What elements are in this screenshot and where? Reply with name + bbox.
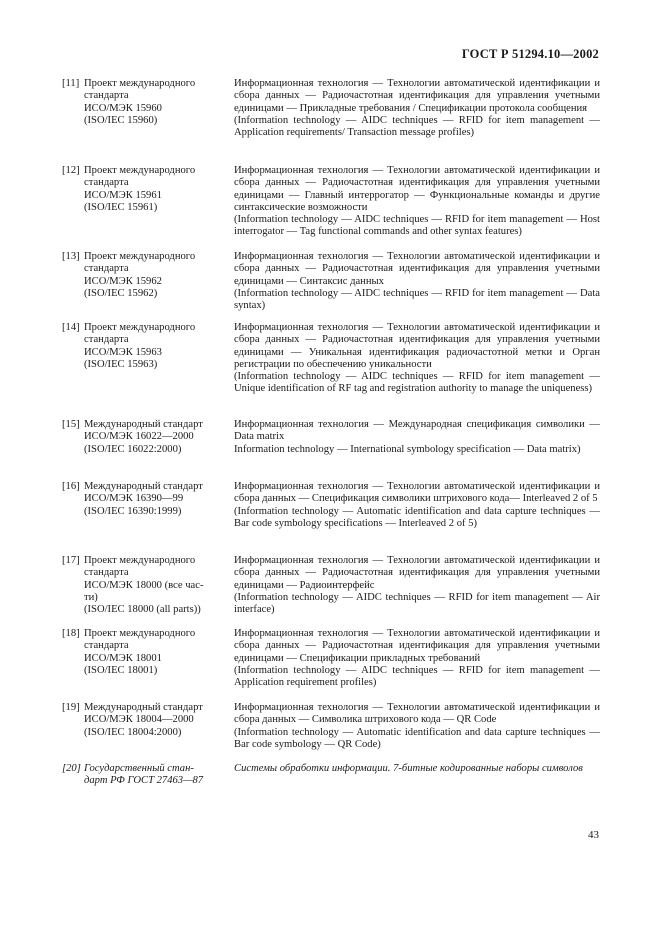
reference-title-en: (Information technology — Automatic identification and data capture techniques — Bar code symbology specifications — Interleaved 2 of 5) (234, 505, 600, 529)
reference-title-en: (Information technology — AIDC techniques — RFID for item management — Unique identification of RF tag and registration authority to manage the uniqueness) (234, 371, 600, 395)
reference-source (62, 628, 222, 689)
reference-title-ru: Информационная технология — Технологии автоматической идентификации и сбора данных — Радиочастотная идентификация для управления учетными единицами — Радиоинтерфейс (234, 555, 600, 591)
reference-number: [16] (62, 481, 80, 492)
reference-source-line: (ISO/IEC 18004:2000) (84, 726, 182, 738)
reference-source-line: Проект международного (84, 165, 196, 176)
reference-number: [17] (62, 555, 80, 566)
reference-title-en: Information technology — International symbology specification — Data matrix) (234, 443, 581, 455)
reference-item (62, 481, 600, 530)
reference-source-line: стандарта (84, 567, 129, 579)
reference-item (62, 165, 600, 239)
reference-source-line: (ISO/IEC 16390:1999) (84, 505, 182, 517)
reference-title-ru: Информационная технология — Технологии автоматической идентификации и сбора данных — Радиочастотная идентификация для управления учетными единицами — Спецификации прикладных требований (234, 628, 600, 664)
reference-source-line: Проект международного (84, 628, 196, 639)
reference-number: [20] (62, 763, 81, 774)
reference-source-line: Государственный стан- (84, 763, 194, 774)
reference-item (62, 555, 600, 616)
reference-source-line: Международный стандарт (84, 481, 203, 492)
reference-source-line: дарт РФ ГОСТ 27463—87 (84, 775, 204, 787)
reference-title-ru: Информационная технология — Технологии автоматической идентификации и сбора данных — Спецификация символики штрихового кода— Interleaved 2 of 5 (234, 481, 600, 505)
reference-item (62, 628, 600, 689)
reference-number: [15] (62, 419, 80, 430)
reference-title-ru: Системы обработки информации. 7-битные кодированные наборы символов (234, 763, 583, 774)
reference-source-line: Международный стандарт (84, 702, 203, 713)
reference-title-ru: Информационная технология — Технологии автоматической идентификации и сбора данных — Символика штрихового кода — QR Code (234, 702, 600, 726)
reference-title-ru: Информационная технология — Технологии автоматической идентификации и сбора данных — Радиочастотная идентификация для управления учетными единицами — Синтаксис данных (234, 251, 600, 287)
reference-title (234, 419, 600, 456)
reference-source-line: ИСО/МЭК 16390—99 (84, 493, 184, 505)
reference-source-line: ти) (84, 591, 98, 603)
reference-source-line: стандарта (84, 90, 129, 102)
reference-source-line: стандарта (84, 177, 129, 189)
reference-source-line: (ISO/IEC 18000 (all parts)) (84, 604, 201, 616)
reference-source-line: Проект международного (84, 322, 196, 333)
reference-source-line: стандарта (84, 640, 129, 652)
page-number: 43 (588, 829, 599, 841)
reference-item (62, 702, 600, 751)
reference-title-en: (Information technology — AIDC techniques — RFID for item management — Host interrogator — Tag functional commands and other syntax features) (234, 214, 600, 238)
reference-source-line: (ISO/IEC 15962) (84, 287, 158, 299)
reference-title-ru: Информационная технология — Технологии автоматической идентификации и сбора данных — Радиочастотная идентификация для управления учетными единицами — Прикладные требования / Спецификации протокола сообщения (234, 78, 600, 114)
reference-source (62, 419, 222, 456)
reference-title-ru: Информационная технология — Технологии автоматической идентификации и сбора данных — Радиочастотная идентификация для управления учетными единицами — Главный интеррогатор — Функциональные команды и другие синтаксические возможности (234, 165, 600, 213)
reference-title (234, 322, 600, 396)
reference-source-line: Проект международного (84, 251, 196, 262)
reference-title (234, 702, 600, 751)
reference-source (62, 555, 222, 616)
reference-source-line: ИСО/МЭК 15961 (84, 189, 162, 201)
reference-source-line: (ISO/IEC 16022:2000) (84, 443, 182, 455)
reference-number: [14] (62, 322, 80, 333)
reference-title (234, 763, 600, 788)
reference-item (62, 322, 600, 396)
reference-source-line: ИСО/МЭК 15962 (84, 275, 162, 287)
reference-source (62, 763, 222, 788)
reference-number: [19] (62, 702, 80, 713)
reference-title-ru: Информационная технология — Технологии автоматической идентификации и сбора данных — Радиочастотная идентификация для управления учетными единицами — Уникальная идентификация радиочастотной метки и Орган регистрации по обеспечению уникальности (234, 322, 600, 370)
reference-source-line: Международный стандарт (84, 419, 203, 430)
reference-source-line: (ISO/IEC 15960) (84, 114, 158, 126)
reference-source-line: ИСО/МЭК 16022—2000 (84, 431, 194, 443)
reference-title (234, 251, 600, 312)
reference-source-line: стандарта (84, 263, 129, 275)
reference-source-line: (ISO/IEC 18001) (84, 664, 158, 676)
reference-title (234, 78, 600, 139)
reference-number: [12] (62, 165, 80, 176)
reference-source-line: (ISO/IEC 15961) (84, 201, 158, 213)
reference-title-en: (Information technology — AIDC techniques — RFID for item management — Application requirement profiles) (234, 664, 600, 689)
reference-source-line: ИСО/МЭК 18001 (84, 652, 162, 664)
reference-source (62, 78, 222, 139)
reference-source (62, 481, 222, 530)
reference-number: [13] (62, 251, 80, 262)
reference-item (62, 78, 600, 139)
reference-title-ru: Информационная технология — Международная спецификация символики — Data matrix (234, 419, 600, 443)
reference-item (62, 763, 600, 788)
reference-source-line: Проект международного (84, 555, 196, 566)
reference-source-line: ИСО/МЭК 18004—2000 (84, 714, 194, 726)
reference-title (234, 628, 600, 689)
reference-title (234, 481, 600, 530)
reference-source (62, 165, 222, 239)
reference-source (62, 251, 222, 312)
reference-source (62, 322, 222, 396)
reference-title-en: (Information technology — AIDC techniques — RFID for item management — Air interface) (234, 591, 600, 616)
reference-source-line: ИСО/МЭК 15960 (84, 102, 162, 114)
reference-source-line: ИСО/МЭК 15963 (84, 346, 162, 358)
reference-title (234, 555, 600, 616)
reference-source-line: (ISO/IEC 15963) (84, 358, 158, 370)
reference-title (234, 165, 600, 239)
reference-item (62, 251, 600, 312)
reference-source (62, 702, 222, 751)
reference-source-line: стандарта (84, 334, 129, 346)
reference-title-en: (Information technology — AIDC techniques — RFID for item management — Data syntax) (234, 287, 600, 312)
reference-source-line: Проект международного (84, 78, 196, 89)
reference-item (62, 419, 600, 456)
reference-number: [18] (62, 628, 80, 639)
page-header: ГОСТ Р 51294.10—2002 (461, 47, 599, 61)
reference-number: [11] (62, 78, 80, 89)
reference-title-en: (Information technology — AIDC techniques — RFID for item management — Application requirements/ Transaction message profiles) (234, 114, 600, 139)
reference-title-en: (Information technology — Automatic identification and data capture techniques — Bar code symbology — QR Code) (234, 726, 600, 750)
reference-source-line: ИСО/МЭК 18000 (все час- (84, 579, 204, 591)
